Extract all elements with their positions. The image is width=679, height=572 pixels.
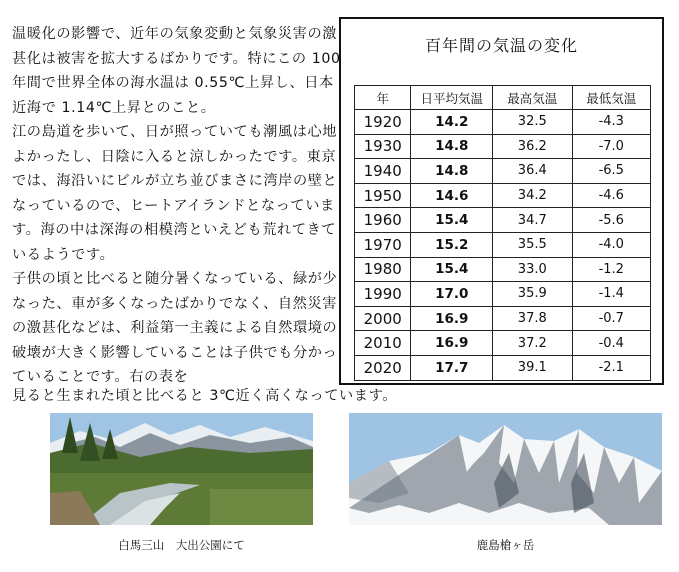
photo-kashima-yarigatake — [349, 413, 662, 525]
cell-min: -4.0 — [572, 232, 650, 257]
temperature-table-box — [339, 17, 664, 385]
cell-year: 2000 — [355, 306, 411, 331]
photo-hakuba-sanzan — [50, 413, 313, 525]
cell-year: 1990 — [355, 282, 411, 307]
cell-year: 1980 — [355, 257, 411, 282]
cell-min: -5.6 — [572, 208, 650, 233]
cell-max: 34.2 — [493, 183, 573, 208]
paragraph-3: 子供の頃と比べると随分暑くなっている、緑が少なった、車が多くなったばかりでなく、自然災害の激甚化などは、利益第一主義による自然環境の破壊が大きく影響していることは子供でも分かっていることです。右の表を — [12, 271, 338, 385]
table-row — [355, 355, 651, 380]
article-body — [12, 22, 348, 390]
caption-kashima: 鹿島槍ヶ岳 — [476, 538, 535, 552]
cell-year: 1930 — [355, 134, 411, 159]
cell-year: 1960 — [355, 208, 411, 233]
header-max: 最高気温 — [493, 86, 573, 110]
cell-min: -4.6 — [572, 183, 650, 208]
paragraph-2: 江の島道を歩いて、日が照っていても潮風は心地よかったし、日陰に入ると涼しかったです。東京では、海沿いにビルが立ち並びまさに湾岸の壁となっているので、ヒートアイランドとなっています。海の中は深海の相模湾といえども荒れてきているようです。 — [12, 124, 338, 263]
table-row — [355, 282, 651, 307]
cell-avg: 14.6 — [411, 183, 493, 208]
cell-avg: 16.9 — [411, 306, 493, 331]
cell-avg: 15.2 — [411, 232, 493, 257]
table-row — [355, 208, 651, 233]
table-row — [355, 306, 651, 331]
header-min: 最低気温 — [572, 86, 650, 110]
paragraph-1: 温暖化の影響で、近年の気象変動と気象災害の激甚化は被害を拡大するばかりです。特にこの 100 年間で世界全体の海水温は 0.55℃上昇し、日本近海で 1.14℃上昇とのこと。 — [12, 26, 341, 116]
cell-max: 34.7 — [493, 208, 573, 233]
header-year: 年 — [355, 86, 411, 110]
cell-avg: 17.7 — [411, 355, 493, 380]
table-row — [355, 134, 651, 159]
cell-max: 32.5 — [493, 110, 573, 135]
cell-max: 33.0 — [493, 257, 573, 282]
cell-year: 2020 — [355, 355, 411, 380]
cell-avg: 17.0 — [411, 282, 493, 307]
table-row — [355, 159, 651, 184]
header-avg: 日平均気温 — [411, 86, 493, 110]
cell-avg: 16.9 — [411, 331, 493, 356]
caption-hakuba: 白馬三山 大出公園にて — [118, 538, 245, 552]
table-row — [355, 232, 651, 257]
cell-min: -0.7 — [572, 306, 650, 331]
cell-min: -0.4 — [572, 331, 650, 356]
paragraph-3-end: 見ると生まれた頃と比べると 3℃近く高くなっています。 — [12, 388, 398, 404]
cell-year: 1970 — [355, 232, 411, 257]
table-header-row — [355, 86, 651, 110]
cell-max: 36.4 — [493, 159, 573, 184]
cell-max: 37.8 — [493, 306, 573, 331]
cell-avg: 14.2 — [411, 110, 493, 135]
cell-avg: 15.4 — [411, 257, 493, 282]
cell-avg: 15.4 — [411, 208, 493, 233]
cell-min: -6.5 — [572, 159, 650, 184]
cell-avg: 14.8 — [411, 159, 493, 184]
cell-min: -7.0 — [572, 134, 650, 159]
cell-year: 2010 — [355, 331, 411, 356]
cell-max: 35.9 — [493, 282, 573, 307]
table-row — [355, 331, 651, 356]
cell-max: 39.1 — [493, 355, 573, 380]
cell-max: 36.2 — [493, 134, 573, 159]
cell-max: 37.2 — [493, 331, 573, 356]
table-title: 百年間の気温の変化 — [424, 36, 578, 55]
temperature-table — [354, 85, 651, 381]
cell-avg: 14.8 — [411, 134, 493, 159]
table-row — [355, 257, 651, 282]
cell-min: -1.4 — [572, 282, 650, 307]
cell-year: 1920 — [355, 110, 411, 135]
cell-min: -4.3 — [572, 110, 650, 135]
table-row — [355, 183, 651, 208]
cell-max: 35.5 — [493, 232, 573, 257]
cell-year: 1940 — [355, 159, 411, 184]
cell-min: -2.1 — [572, 355, 650, 380]
table-row — [355, 110, 651, 135]
cell-year: 1950 — [355, 183, 411, 208]
cell-min: -1.2 — [572, 257, 650, 282]
